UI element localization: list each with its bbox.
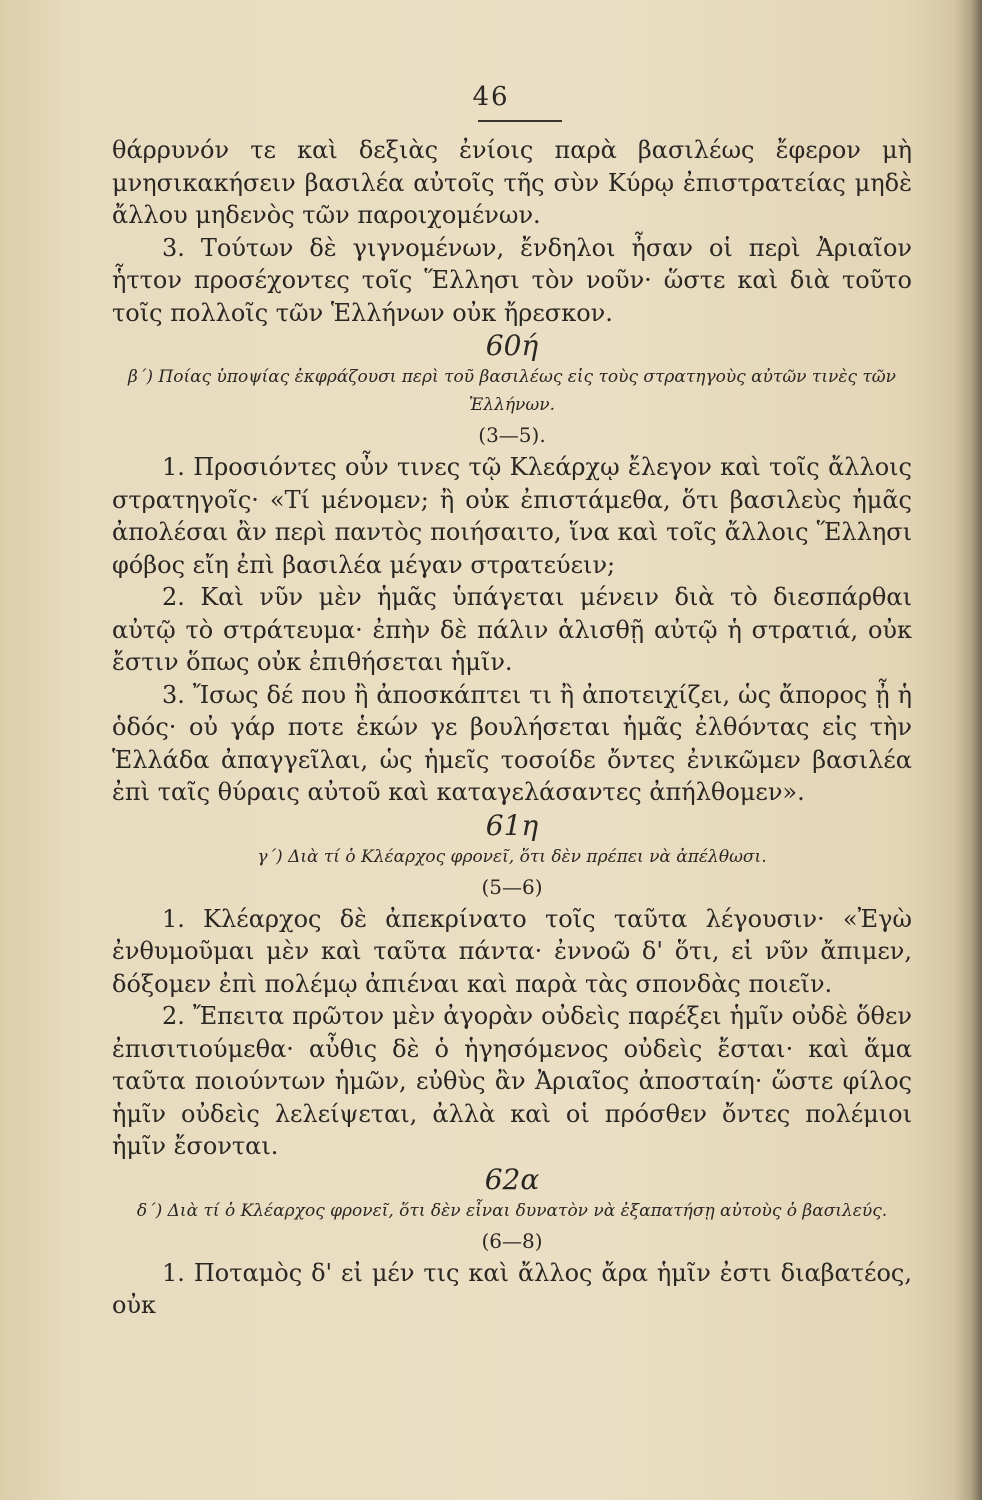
section-number: 60ή — [485, 329, 539, 362]
page-number: 46 — [472, 82, 510, 112]
page-number-rule — [478, 120, 562, 122]
paragraph: 2. Ἔπειτα πρῶτον μὲν ἀγορὰν οὐδεὶς παρέξει ἡμῖν οὐδὲ ὅθεν ἐπισιτιούμεθα· αὖθις δὲ ὁ ἡγησόμενος οὐδεὶς ἔσται· καὶ ἅμα ταῦτα ποιούντων ἡμῶν, εὐθὺς ἂν Ἀριαῖος ἀποσταίη· ὥστε φίλος ἡμῖν οὐδεὶς λελείψεται, ἀλλὰ καὶ οἱ πρόσθεν ὄντες πολέμιοι ἡμῖν ἔσονται. — [112, 1002, 912, 1160]
page-edge-shadow — [954, 0, 982, 1500]
paragraph: 2. Καὶ νῦν μὲν ἡμᾶς ὑπάγεται μένειν διὰ τὸ διεσπάρθαι αὐτῷ τὸ στράτευμα· ἐπὴν δὲ πάλιν ἁλισθῇ αὐτῷ ἡ στρατιά, οὐκ ἔστιν ὅπως οὐκ ἐπιθήσεται ἡμῖν. — [112, 583, 912, 676]
section-heading: γ΄) Διὰ τί ὁ Κλέαρχος φρονεῖ, ὅτι δὲν πρέπει νὰ ἀπέλθωσι. — [257, 846, 767, 867]
section-range: (6—8) — [481, 1228, 543, 1253]
paragraph: 3. Τούτων δὲ γιγνομένων, ἔνδηλοι ἦσαν οἱ περὶ Ἀριαῖον ἧττον προσέχοντες τοῖς Ἕλλησι τὸν νοῦν· ὥστε καὶ διὰ τοῦτο τοῖς πολλοῖς τῶν Ἑλλήνων οὐκ ἤρεσκον. — [112, 233, 912, 327]
paragraph: 1. Κλέαρχος δὲ ἀπεκρίνατο τοῖς ταῦτα λέγουσιν· «Ἐγὼ ἐνθυμοῦμαι μὲν καὶ ταῦτα πάντα· ἐννοῶ δ' ὅτι, εἰ νῦν ἄπιμεν, δόξομεν ἐπὶ πολέμῳ ἀπιέναι καὶ παρὰ τὰς σπονδὰς ποιεῖν. — [112, 904, 912, 998]
section-range: (3—5). — [478, 423, 546, 447]
section-number: 61η — [485, 808, 539, 842]
section-heading: β΄) Ποίας ὑποψίας ἐκφράζουσι περὶ τοῦ βασιλέως εἰς τοὺς στρατηγοὺς αὐτῶν τινὲς τῶν Ἑλλήνων. — [128, 367, 896, 415]
paragraph: θάρρυνόν τε καὶ δεξιὰς ἐνίοις παρὰ βασιλέως ἔφερον μὴ μνησικακήσειν βασιλέα αὐτοῖς τῆς σὺν Κύρῳ ἐπιστρατείας μηδὲ ἄλλου μηδενὸς τῶν παροιχομένων. — [112, 136, 912, 229]
body-text — [112, 134, 912, 1322]
paragraph: 1. Προσιόντες οὖν τινες τῷ Κλεάρχῳ ἔλεγον καὶ τοῖς ἄλλοις στρατηγοῖς· «Τί μένομεν; ἢ οὐκ ἐπιστάμεθα, ὅτι βασιλεὺς ἡμᾶς ἀπολέσαι ἂν περὶ παντὸς ποιήσαιτο, ἵνα καὶ τοῖς ἄλλοις Ἕλλησι φόβος εἴη ἐπὶ βασιλέα μέγαν στρατεύειν; — [112, 453, 912, 579]
paragraph: 1. Ποταμὸς δ' εἰ μέν τις καὶ ἄλλος ἄρα ἡμῖν ἐστι διαβατέος, οὐκ — [112, 1258, 912, 1319]
section-range: (5—6) — [481, 874, 543, 899]
section-number: 62α — [484, 1162, 540, 1196]
paragraph: 3. Ἴσως δέ που ἢ ἀποσκάπτει τι ἢ ἀποτειχίζει, ὡς ἄπορος ᾖ ἡ ὁδός· οὐ γάρ ποτε ἑκών γε βουλήσεται ἡμᾶς ἐλθόντας εἰς τὴν Ἑλλάδα ἀπαγγεῖλαι, ὡς ἡμεῖς τοσοίδε ὄντες ἐνικῶμεν βασιλέα ἐπὶ ταῖς θύραις αὐτοῦ καὶ καταγελάσαντες ἀπήλθομεν». — [112, 680, 912, 806]
section-heading: δ΄) Διὰ τί ὁ Κλέαρχος φρονεῖ, ὅτι δὲν εἶναι δυνατὸν νὰ ἐξαπατήσῃ αὐτοὺς ὁ βασιλεύς. — [136, 1200, 888, 1221]
